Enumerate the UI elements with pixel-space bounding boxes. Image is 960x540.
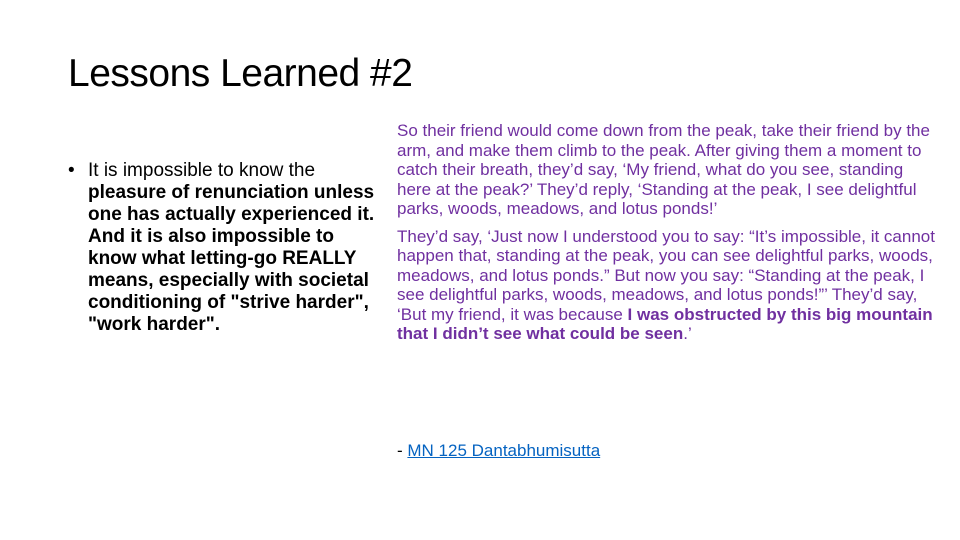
bullet-dot: • (68, 160, 75, 181)
quote-paragraph-2-text: They’d say, ‘Just now I understood you to say: “It’s impossible, it cannot happen that, standing at the peak, you can see delightful parks, woods, meadows, and lotus ponds.” But now you say: “Standing at the peak, I see delightful parks, woods, meadows, and lotus ponds!”’ They’d say, ‘But my friend, it was because (397, 226, 935, 324)
bullet-list (68, 160, 378, 336)
bullet-text-normal: It is impossible to know the (88, 160, 316, 181)
quote-paragraph-2-bold: I was obstructed by this big mountain that I didn’t see what could be seen (397, 304, 933, 343)
quote-paragraph-2-end: .’ (683, 324, 692, 343)
slide-title: Lessons Learned #2 (68, 52, 413, 95)
quote-paragraph-2 (397, 227, 937, 344)
reference-prefix: - (397, 441, 408, 460)
quote-paragraph-1: So their friend would come down from the peak, take their friend by the arm, and make them climb to the peak. After giving them a moment to catch their breath, they’d say, ‘My friend, what do you see, standing here at the peak?’ They’d reply, ‘Standing at the peak, I see delightful parks, woods, meadows, and lotus ponds!’ (397, 121, 930, 218)
reference-link[interactable]: MN 125 Dantabhumisutta (407, 441, 601, 460)
bullet-text-bold: pleasure of renunciation unless one has actually experienced it. And it is also impossible to know what letting-go REALLY means, especially with societal conditioning of "strive harder", "work harder". (88, 182, 375, 335)
bullet-text (88, 160, 378, 336)
bullet-item (68, 160, 378, 336)
reference (397, 441, 600, 461)
quote-block (397, 121, 937, 352)
